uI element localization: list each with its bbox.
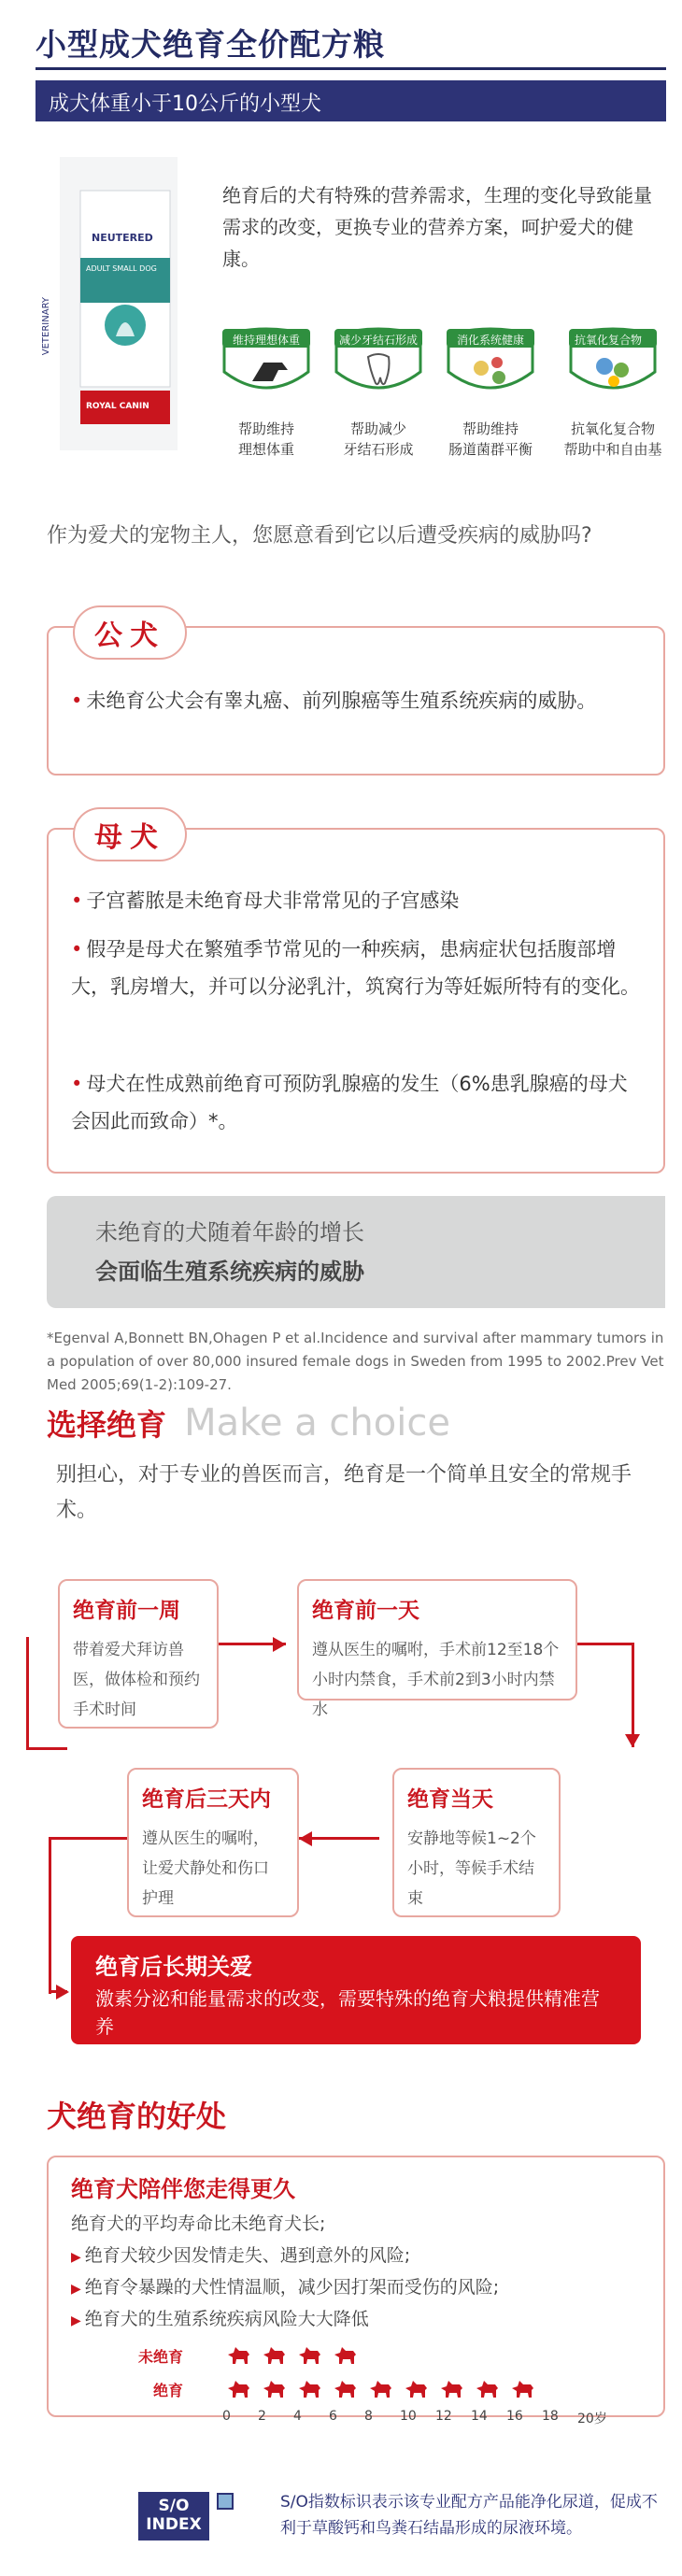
- female-risk-point: [71, 1065, 641, 1140]
- intro-text: 绝育后的犬有特殊的营养需求，生理的变化导致能量需求的改变，更换专业的营养方案，呵护爱犬的健康。: [222, 184, 652, 270]
- step-desc: 带着爱犬拜访兽医，做体检和预约手术时间: [73, 1641, 200, 1719]
- dog-icon: [295, 2341, 323, 2373]
- benefit-point: [71, 2271, 660, 2305]
- step-title: 绝育当天: [407, 1787, 493, 1812]
- brand-logo: ROYAL CANIN: [86, 402, 149, 411]
- bullet-icon: •: [71, 690, 83, 712]
- female-risk-text: 子宫蓄脓是未绝育母犬非常常见的子宫感染: [86, 890, 460, 912]
- warning-banner: [47, 1196, 665, 1308]
- dog-icon: [366, 2375, 394, 2407]
- flow-line: [26, 1747, 67, 1750]
- product-series: NEUTERED: [92, 232, 153, 244]
- benefit-caption: 肠道菌群平衡: [448, 441, 533, 458]
- female-risk-point: [71, 931, 641, 1005]
- benefit-point: [71, 2240, 650, 2273]
- age-tick-label: 6: [329, 2409, 337, 2424]
- flow-line: [632, 1643, 634, 1747]
- benefit-caption: 理想体重: [237, 441, 294, 458]
- benefit-badge: 维持理想体重: [232, 334, 300, 347]
- male-risk-text: 未绝育公犬会有睾丸癌、前列腺癌等生殖系统疾病的威胁。: [86, 690, 597, 712]
- age-tick-label: 12: [435, 2409, 452, 2424]
- age-tick-label: 20岁: [577, 2412, 607, 2427]
- dog-icon: [260, 2341, 288, 2373]
- long-term-care-card: [71, 1936, 641, 2044]
- age-tick-label: 14: [471, 2409, 488, 2424]
- step-title: 绝育后长期关爱: [95, 1954, 252, 1980]
- dog-icon: [402, 2375, 430, 2407]
- benefit-caption: 帮助维持: [237, 420, 294, 437]
- dog-icon: [508, 2375, 536, 2407]
- step-title: 绝育前一周: [73, 1599, 180, 1623]
- benefit-badge: 减少牙结石形成: [338, 334, 418, 347]
- benefit-caption: 抗氧化复合物: [570, 420, 655, 437]
- female-risk-point: [71, 882, 641, 919]
- dog-icon: [331, 2341, 359, 2373]
- benefit-point-text: 绝育犬较少因发情走失、遇到意外的风险;: [84, 2245, 411, 2266]
- flow-line: [26, 1637, 29, 1747]
- warning-line: 未绝育的犬随着年龄的增长: [95, 1219, 364, 1245]
- step-card: [127, 1768, 299, 1917]
- tooth-icon: [327, 316, 430, 409]
- female-risk-text: 假孕是母犬在繁殖季节常见的一种疾病，患病症状包括腹部增大，乳房增大，并可以分泌乳汁，筑窝行为等妊娠所特有的变化。: [71, 938, 640, 998]
- benefit-point-text: 绝育令暴躁的犬性情温顺，减少因打架而受伤的风险;: [84, 2277, 500, 2298]
- benefit-antioxidant: [557, 316, 669, 460]
- age-tick-label: 2: [258, 2409, 266, 2424]
- dog-icon: [295, 2375, 323, 2407]
- male-risk-point: [71, 682, 632, 719]
- benefit-tartar: [327, 316, 430, 460]
- dog-icon: [260, 2375, 288, 2407]
- step-desc: 遵从医生的嘱咐，让爱犬静处和伤口护理: [142, 1829, 269, 1908]
- step-desc: 遵从医生的嘱咐，手术前12至18个小时内禁食，手术前2到3小时内禁水: [312, 1641, 560, 1719]
- age-tick-label: 4: [293, 2409, 302, 2424]
- arrow-down-icon: [625, 1734, 640, 1747]
- bacteria-icon: [439, 316, 542, 409]
- benefit-digestion: [439, 316, 542, 460]
- so-index-logo-text: S/O: [158, 2497, 190, 2515]
- benefit-badge: 消化系统健康: [456, 334, 524, 347]
- bullet-icon: •: [71, 1073, 83, 1095]
- benefit-caption: 帮助减少: [349, 420, 406, 437]
- benefit-badge: 抗氧化复合物: [574, 334, 642, 347]
- age-tick-label: 18: [542, 2409, 559, 2424]
- arrow-right-icon: [273, 1637, 286, 1652]
- page-title: 小型成犬绝育全价配方粮: [36, 26, 385, 63]
- so-index-logo-text: INDEX: [146, 2515, 202, 2534]
- benefit-box-title: 绝育犬陪伴您走得更久: [71, 2176, 295, 2202]
- step-title: 绝育后三天内: [142, 1787, 271, 1812]
- dog-icon: [473, 2375, 501, 2407]
- arrow-left-icon: [299, 1831, 312, 1846]
- flow-line: [577, 1643, 633, 1645]
- owner-question: 作为爱犬的宠物主人，您愿意看到它以后遭受疾病的威胁吗?: [47, 524, 592, 548]
- dog-icon: [331, 2375, 359, 2407]
- step-card: [297, 1579, 577, 1719]
- unneutered-row-label: 未绝育: [138, 2348, 184, 2366]
- benefit-caption: 帮助中和自由基: [563, 441, 662, 458]
- female-risk-text: 母犬在性成熟前绝育可预防乳腺癌的发生（6%患乳腺癌的母犬会因此而致命）*。: [71, 1073, 628, 1132]
- cells-icon: [561, 316, 664, 409]
- age-tick-label: 8: [364, 2409, 373, 2424]
- dog-icon: [224, 2341, 252, 2373]
- triangle-bullet-icon: ▶: [71, 2282, 81, 2297]
- product-name: ADULT SMALL DOG: [86, 264, 157, 273]
- female-tag: 母犬: [73, 807, 187, 861]
- step-title: 绝育前一天: [312, 1599, 419, 1623]
- benefit-caption: 帮助维持: [462, 420, 519, 437]
- so-index-text: S/O指数标识表示该专业配方产品能净化尿道，促成不利于草酸钙和鸟粪石结晶形成的尿液环境。: [280, 2493, 658, 2538]
- step-desc: 激素分泌和能量需求的改变，需要特殊的绝育犬粮提供精准营养: [95, 1987, 600, 2038]
- title-divider: [36, 67, 666, 70]
- bullet-icon: •: [71, 890, 83, 912]
- step-card: [58, 1579, 219, 1729]
- age-tick-label: 10: [400, 2409, 417, 2424]
- warning-line: 会面临生殖系统疾病的威胁: [95, 1259, 364, 1285]
- info-icon: [217, 2493, 234, 2510]
- flow-line: [49, 1837, 127, 1840]
- choice-heading-cn: 选择绝育: [47, 1407, 167, 1443]
- benefit-heading: 犬绝育的好处: [47, 2099, 227, 2134]
- triangle-bullet-icon: ▶: [71, 2313, 81, 2328]
- benefit-point-text: 绝育犬的生殖系统疾病风险大大降低: [84, 2309, 369, 2329]
- choice-text: 别担心，对于专业的兽医而言，绝育是一个简单且安全的常规手术。: [56, 1463, 632, 1522]
- male-tag: 公犬: [73, 605, 187, 660]
- weight-badge-icon: [215, 316, 318, 409]
- product-bag-image: [36, 157, 178, 450]
- step-desc: 安静地等候1~2个小时，等候手术结束: [407, 1829, 536, 1908]
- step-card: [392, 1768, 561, 1917]
- bullet-icon: •: [71, 938, 83, 961]
- dog-icon: [437, 2375, 465, 2407]
- triangle-bullet-icon: ▶: [71, 2250, 81, 2265]
- subtitle-bar: 成犬体重小于10公斤的小型犬: [36, 80, 666, 121]
- age-tick-label: 0: [222, 2409, 231, 2424]
- choice-heading: [47, 1402, 450, 1445]
- so-index-logo: [138, 2492, 209, 2540]
- vertical-brand-label: VETERINARY: [41, 297, 51, 356]
- flow-line: [49, 1837, 51, 1994]
- age-axis: [222, 2409, 652, 2427]
- choice-heading-en: Make a choice: [184, 1402, 450, 1445]
- age-tick-label: 16: [506, 2409, 523, 2424]
- reference-footnote: *Egenval A,Bonnett BN,Ohagen P et al.Incidence and survival after mammary tumors in a population of over 80,000 insured female dogs in Sweden from 1995 to 2002.Prev Vet Med 2005;69(1-2):109-27.: [47, 1330, 664, 1393]
- benefit-lead: 绝育犬的平均寿命比未绝育犬长;: [71, 2213, 326, 2234]
- benefit-caption: 牙结石形成: [343, 441, 414, 458]
- benefit-point: [71, 2303, 650, 2337]
- dog-icon: [224, 2375, 252, 2407]
- neutered-row-label: 绝育: [153, 2382, 184, 2399]
- benefit-weight: [215, 316, 318, 460]
